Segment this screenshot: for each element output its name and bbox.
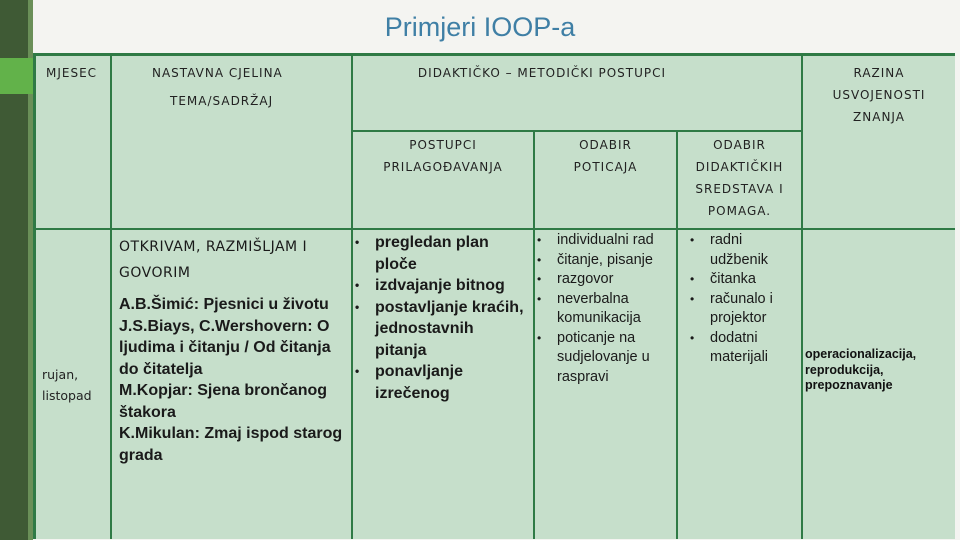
header-month-label: MJESEC [46,66,98,80]
aids-list [688,231,801,368]
accent-tab [0,58,33,94]
header-month [36,56,110,228]
list-item: • ponavljanje izrečenog [353,361,525,404]
adaptation-list [353,232,525,404]
header-methods-label: DIDAKTIČKO – METODIČKI POSTUPCI [417,66,667,80]
ioop-table [33,53,955,539]
header-adaptation [353,132,533,228]
row-month [36,230,110,539]
header-aids-label: ODABIR DIDAKTIČKIH SREDSTAVA I POMAGA. [695,138,784,218]
row-adaptation [353,230,533,539]
row-level [803,230,955,539]
header-adaptation-label: POSTUPCI PRILAGOĐAVANJA [383,138,503,174]
row-unit-content: A.B.Šimić: Pjesnici u životu J.S.Biays, C.Wershovern: O ljudima i čitanju / Od čitanja do čitatelja M.Kopjar: Sjena brončanog štakora K.Mikulan: Zmaj ispod starog grada [119,296,343,464]
header-unit-line2: TEMA/SADRŽAJ [170,94,274,108]
slide-title: Primjeri IOOP-a [384,12,576,42]
row-level-text: operacionalizacija, reprodukcija, prepoznavanje [805,347,917,392]
encouragement-list [535,231,676,387]
list-item: • poticanje na sudjelovanje u raspravi [535,329,676,388]
header-methods [353,56,801,130]
header-level-label: RAZINA USVOJENOSTI ZNANJA [832,66,926,124]
list-item: • računalo i projektor [688,290,801,329]
header-aids [678,132,801,228]
list-item: • čitanje, pisanje [535,251,676,271]
list-item: • pregledan plan ploče [353,232,525,275]
list-item: • dodatni materijali [688,329,801,368]
header-encouragement [535,132,676,228]
header-level [803,56,955,228]
row-unit-intro: OTKRIVAM, RAZMIŠLJAM I GOVORIM [119,239,308,281]
list-item: • postavljanje kraćih, jednostavnih pitanja [353,297,525,362]
row-encouragement [535,230,676,539]
header-unit-line1: NASTAVNA CJELINA [152,66,283,80]
header-encouragement-label: ODABIR POTICAJA [573,138,638,174]
header-unit [112,56,351,228]
list-item: • individualni rad [535,231,676,251]
list-item: • izdvajanje bitnog [353,275,525,297]
row-month-text: rujan, listopad [42,367,92,403]
list-item: • razgovor [535,270,676,290]
list-item: • čitanka [688,270,801,290]
row-unit [112,230,351,539]
row-aids [678,230,801,539]
list-item: • neverbalna komunikacija [535,290,676,329]
list-item: • radni udžbenik [688,231,801,270]
